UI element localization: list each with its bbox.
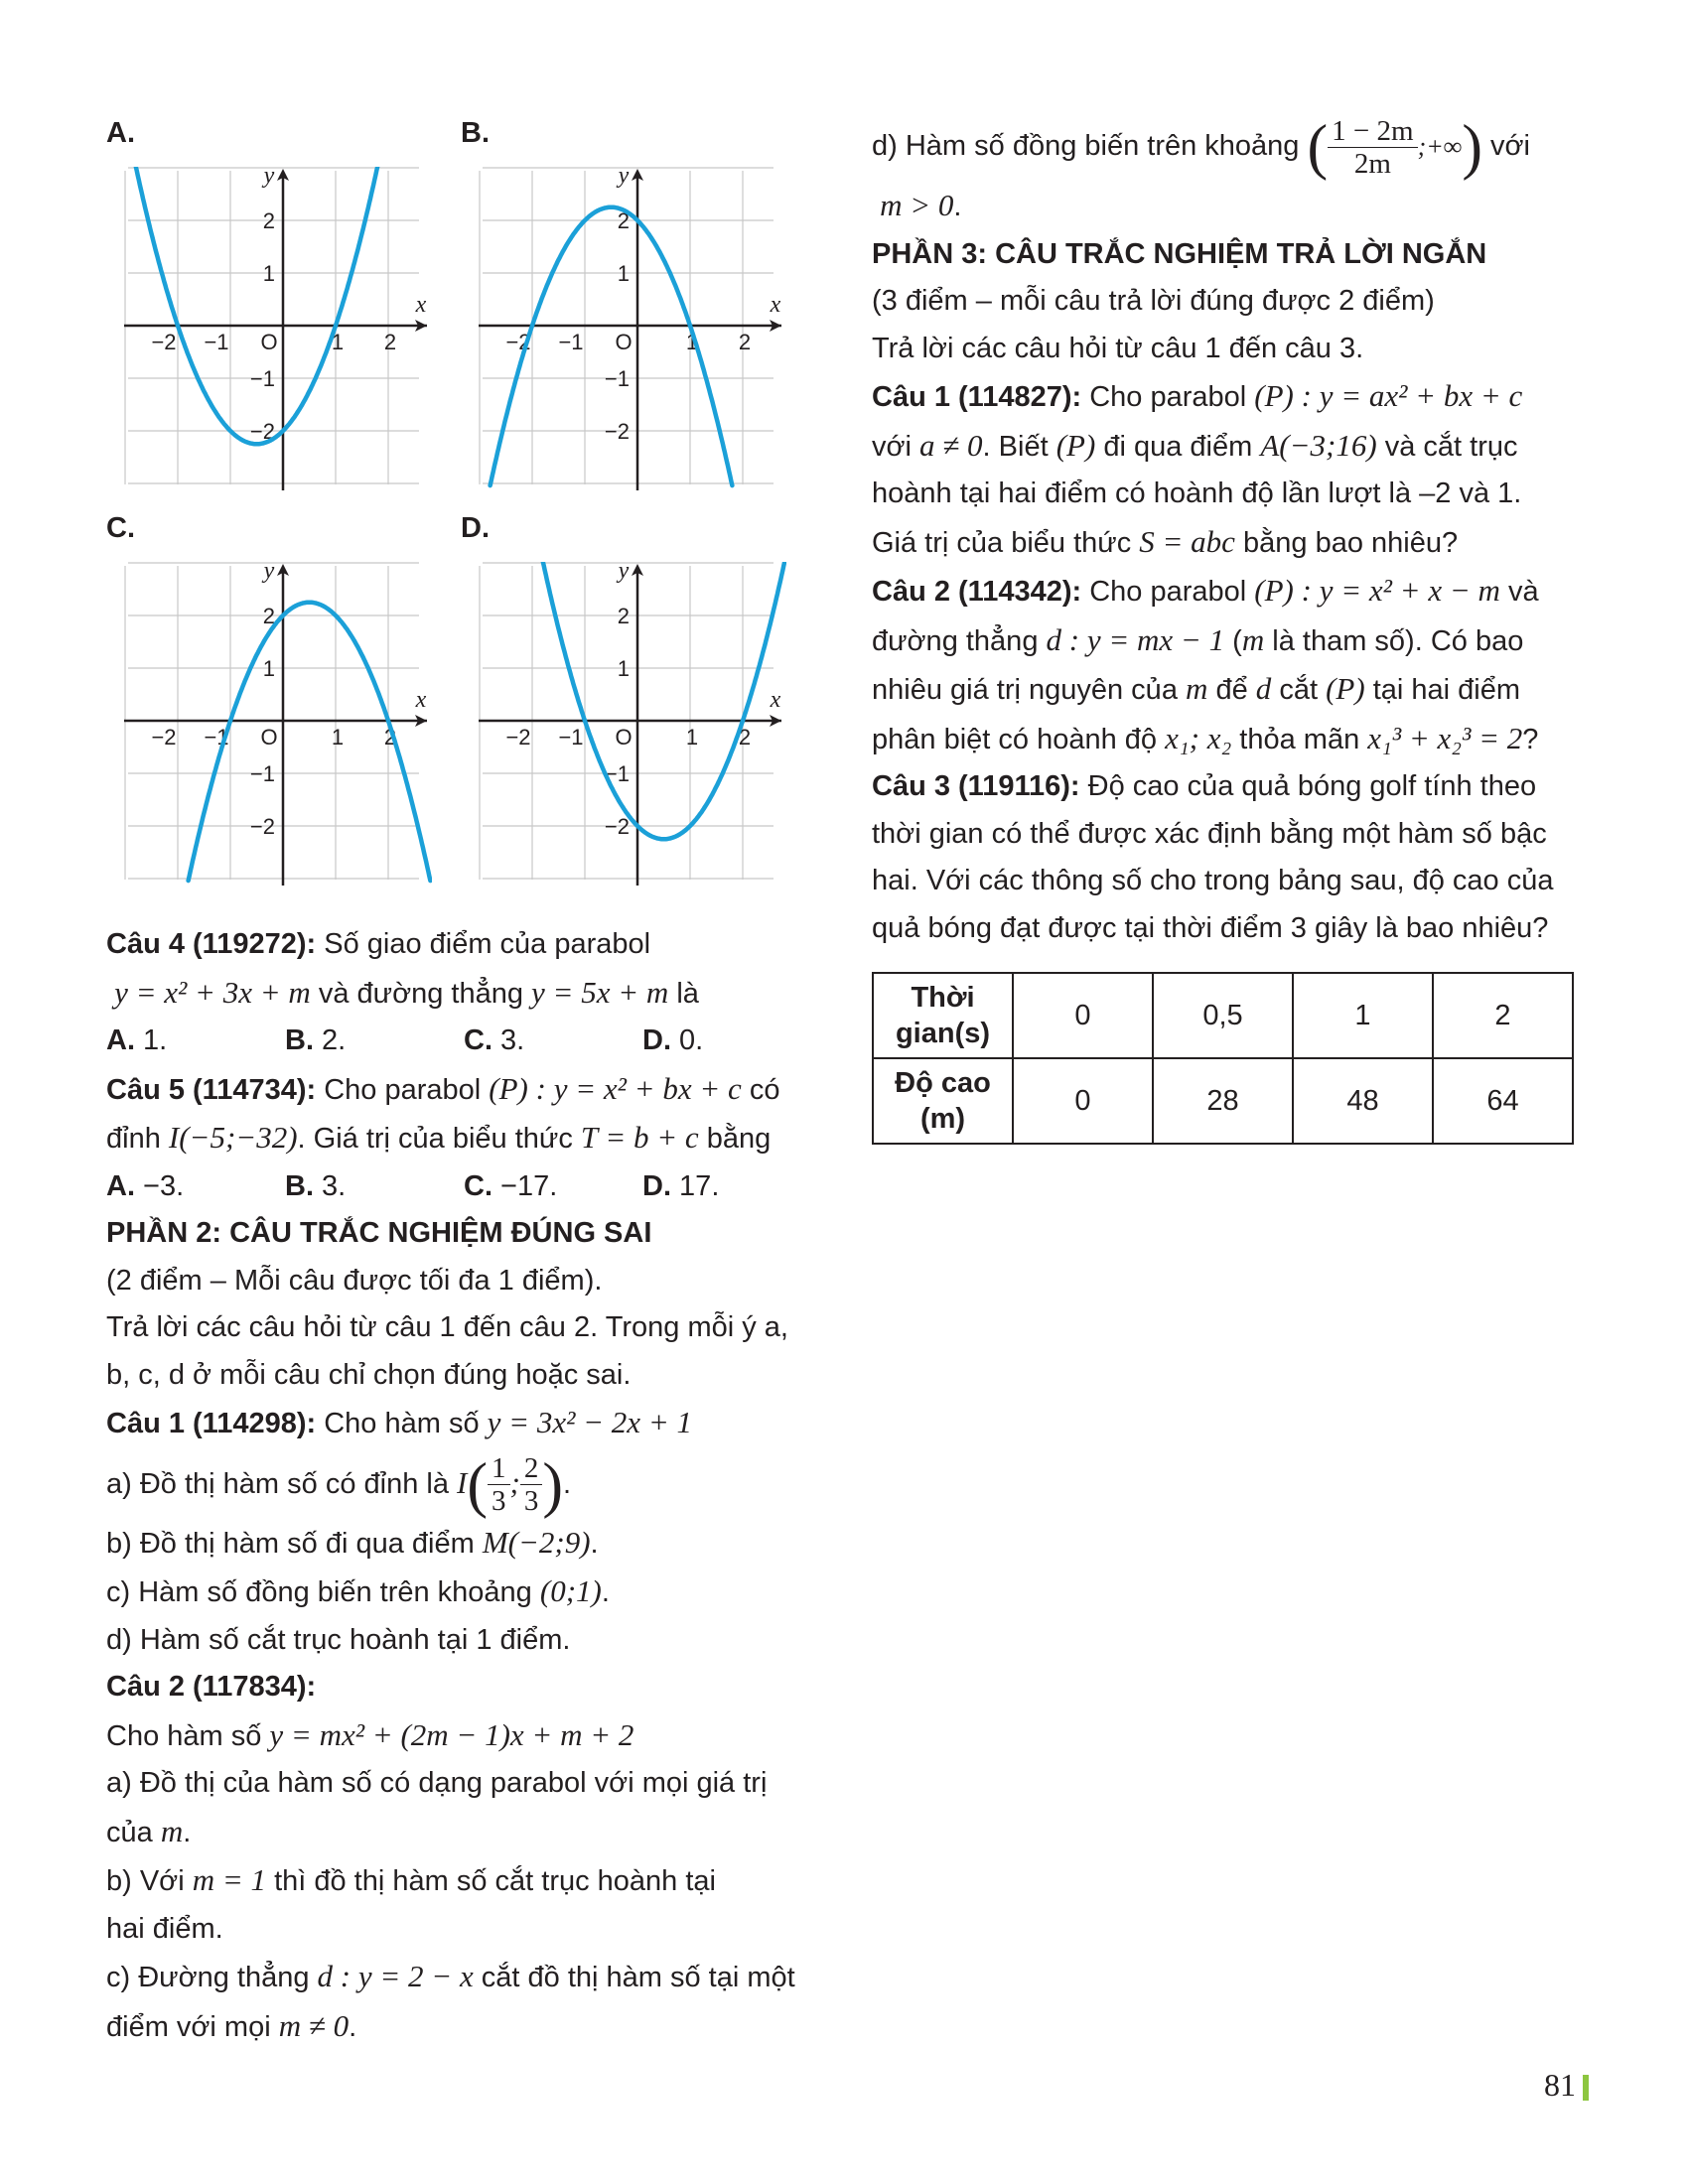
y-axis-label: y	[618, 562, 630, 584]
x-tick-label: −1	[558, 725, 584, 750]
equation: y = 5x + m	[531, 974, 669, 1010]
y-tick-label: −2	[249, 419, 275, 444]
option-d[interactable]: D. 0.	[642, 1024, 704, 1056]
graph-c	[106, 512, 427, 904]
parabola-curve	[543, 562, 785, 839]
equation: m ≠ 0	[278, 2007, 350, 2043]
y-tick-label: −1	[604, 761, 630, 786]
page-number-bar	[1583, 2075, 1589, 2101]
table-cell: 48	[1293, 1058, 1433, 1144]
x-tick-label: −2	[151, 725, 177, 750]
table-header-cell: Thời gian(s)	[873, 973, 1013, 1058]
y-tick-label: 2	[262, 208, 275, 233]
table-row	[873, 1058, 1573, 1144]
question-text: là	[668, 977, 699, 1010]
table-cell: 2	[1433, 973, 1573, 1058]
y-tick-label: −1	[604, 366, 630, 391]
graph-b	[461, 117, 781, 509]
part3-question-3: Câu 3 (119116): Độ cao của quả bóng golf tính theo thời gian có thể được xác định bằng một hàm số bậc hai. Với các thông số cho trong bảng sau, độ cao của quả bóng đạt được tại thời điểm 3 giây là bao nhiêu?	[872, 770, 1554, 944]
option-d[interactable]: D. 17.	[642, 1169, 720, 1202]
origin-label: O	[260, 725, 278, 750]
y-axis-label: y	[263, 562, 275, 584]
x-tick-label: 1	[331, 725, 345, 750]
graph-grid	[106, 117, 821, 911]
y-tick-label: 1	[617, 261, 630, 286]
fraction: $\frac{2}{3}$	[520, 1452, 543, 1517]
equation: (0;1)	[539, 1573, 602, 1608]
equation: m > 0	[880, 188, 954, 222]
equation: (P) : y = x² + bx + c	[489, 1070, 742, 1106]
x-axis-label: x	[770, 687, 781, 713]
x-tick-label: 1	[685, 725, 699, 750]
section-title: PHẦN 2: CÂU TRẮC NGHIỆM ĐÚNG SAI	[106, 1217, 652, 1249]
right-column	[872, 111, 1579, 1145]
section-subtitle: (3 điểm – mỗi câu trả lời đúng được 2 điểm)	[872, 285, 1435, 317]
table-cell: 0	[1013, 1058, 1153, 1144]
table-row	[873, 973, 1573, 1058]
data-table	[872, 972, 1574, 1145]
y-tick-label: 1	[262, 261, 275, 286]
fraction: $\frac{1 - 2m}{2m}$	[1328, 115, 1417, 180]
graph-letter: B.	[461, 117, 490, 149]
y-tick-label: −2	[604, 419, 630, 444]
equation: I(−5;−32)	[168, 1120, 298, 1155]
section-subtitle: (2 điểm – Mỗi câu được tối đa 1 điểm).	[106, 1264, 603, 1297]
graph-d	[461, 512, 781, 904]
y-tick-label: −2	[249, 814, 275, 839]
y-axis-label: y	[263, 167, 275, 189]
option-b[interactable]: B. 3.	[285, 1169, 347, 1202]
part-3: PHẦN 3: CÂU TRẮC NGHIỆM TRẢ LỜI NGẮN (3 điểm – mỗi câu trả lời đúng được 2 điểm) Trả lời các câu hỏi từ câu 1 đến câu 3.	[872, 231, 1579, 373]
y-axis-label: y	[618, 167, 630, 189]
question-label: Câu 1 (114298):	[106, 1408, 317, 1439]
parabola-curve	[136, 167, 378, 444]
origin-label: O	[260, 330, 278, 354]
origin-label: O	[615, 330, 633, 354]
x-tick-label: −2	[505, 725, 531, 750]
option-a[interactable]: A. −3.	[106, 1169, 185, 1202]
table-cell: 64	[1433, 1058, 1573, 1144]
page-number: 81	[1544, 2067, 1576, 2103]
y-tick-label: 1	[617, 656, 630, 681]
question-text: và đường thẳng	[310, 977, 532, 1010]
table-cell: 0,5	[1153, 973, 1293, 1058]
x-tick-label: −2	[151, 330, 177, 354]
graph-letter: A.	[106, 117, 135, 149]
table-cell: 0	[1013, 973, 1153, 1058]
y-tick-label: 2	[617, 208, 630, 233]
y-tick-label: −1	[249, 366, 275, 391]
option-c[interactable]: C. 3.	[464, 1024, 525, 1056]
option-b[interactable]: B. 2.	[285, 1024, 347, 1056]
graph-svg	[479, 562, 786, 889]
equation: d : y = 2 − x	[317, 1959, 474, 1993]
question-text: Số giao điểm của parabol	[316, 928, 651, 960]
equation: y = x² + 3x + m	[114, 974, 311, 1010]
x-axis-label: x	[415, 292, 427, 318]
left-column	[106, 117, 821, 2051]
table-cell: 1	[1293, 973, 1433, 1058]
part3-question-2: Câu 2 (114342): Cho parabol (P) : y = x² + x − m và đường thẳng d : y = mx − 1 (m là tham số). Có bao nhiêu giá trị nguyên của m để d cắt (P) tại hai điểm phân biệt có hoành độ x₁; x₂ thỏa mãn x₁³ + x₂³ = 2?	[872, 573, 1539, 755]
x-axis-label: x	[770, 292, 781, 318]
part2-question-2-item-d: d) Hàm số đồng biến trên khoảng ( $\frac{1 - 2m}{2m}$ ;+∞) với m > 0.	[872, 113, 1531, 222]
part-2: PHẦN 2: CÂU TRẮC NGHIỆM ĐÚNG SAI (2 điểm – Mỗi câu được tối đa 1 điểm). Trả lời các câu hỏi từ câu 1 đến câu 2. Trong mỗi ý a, b, c, d ở mỗi câu chỉ chọn đúng hoặc sai.	[106, 1210, 821, 1399]
x-axis-label: x	[415, 687, 427, 713]
graph-svg	[479, 167, 786, 494]
x-tick-label: 1	[685, 330, 699, 354]
equation: y = mx² + (2m − 1)x + m + 2	[269, 1716, 634, 1752]
question-label: Câu 3 (119116):	[872, 770, 1080, 802]
parabola-curve	[189, 603, 431, 881]
option-c[interactable]: C. −17.	[464, 1169, 558, 1202]
equation: m = 1	[192, 1862, 267, 1897]
question-label: Câu 5 (114734):	[106, 1073, 317, 1106]
fraction: $\frac{1}{3}$	[488, 1452, 510, 1517]
graph-svg	[124, 562, 432, 889]
x-tick-label: 2	[383, 725, 397, 750]
y-tick-label: 2	[262, 604, 275, 628]
question-label: Câu 1 (114827):	[872, 381, 1082, 413]
origin-label: O	[615, 725, 633, 750]
question-label: Câu 2 (117834):	[106, 1671, 317, 1703]
answer-options	[106, 1163, 821, 1211]
equation: y = 3x² − 2x + 1	[487, 1405, 692, 1439]
equation: M(−2;9)	[482, 1524, 591, 1560]
section-title: PHẦN 3: CÂU TRẮC NGHIỆM TRẢ LỜI NGẮN	[872, 237, 1487, 270]
y-tick-label: −1	[249, 761, 275, 786]
parabola-curve	[491, 207, 733, 485]
x-tick-label: −2	[505, 330, 531, 354]
part2-question-2: Câu 2 (117834): Cho hàm số y = mx² + (2m − 1)x + m + 2 a) Đồ thị của hàm số có dạng parabol với mọi giá trị của m. b) Với m = 1 thì đồ thị hàm số cắt trục hoành tại hai điểm. c) Đường thẳng d : y = 2 − x cắt đồ thị hàm số tại một điểm với mọi m ≠ 0.	[106, 1664, 821, 2051]
option-a[interactable]: A. 1.	[106, 1024, 168, 1056]
equation: (P) : y = x² + x − m	[1254, 573, 1500, 608]
question-label: Câu 2 (114342):	[872, 576, 1082, 608]
x-tick-label: 2	[738, 725, 752, 750]
question-5: Câu 5 (114734): Cho parabol (P) : y = x² + bx + c có đỉnh I(−5;−32). Giá trị của biểu thức T = b + c bằng A. −3. B. 3. C. −17. D. 17.	[106, 1065, 821, 1211]
table-header-cell: Độ cao (m)	[873, 1058, 1013, 1144]
table-cell: 28	[1153, 1058, 1293, 1144]
x-tick-label: −1	[204, 330, 229, 354]
question-label: Câu 4 (119272):	[106, 928, 317, 960]
graph-letter: D.	[461, 512, 490, 544]
x-tick-label: −1	[558, 330, 584, 354]
part3-question-1: Câu 1 (114827): Cho parabol (P) : y = ax² + bx + c với a ≠ 0. Biết (P) đi qua điểm A(−3;16) và cắt trục hoành tại hai điểm có hoành độ lần lượt là –2 và 1. Giá trị của biểu thức S = abc bằng bao nhiêu?	[872, 378, 1523, 559]
x-tick-label: 2	[383, 330, 397, 354]
y-tick-label: 2	[617, 604, 630, 628]
y-tick-label: −2	[604, 814, 630, 839]
equation: (P) : y = ax² + bx + c	[1254, 378, 1523, 413]
graph-svg	[124, 167, 432, 494]
x-tick-label: 2	[738, 330, 752, 354]
x-tick-label: 1	[331, 330, 345, 354]
equation: T = b + c	[580, 1120, 699, 1155]
question-4	[106, 921, 821, 1065]
graph-letter: C.	[106, 512, 135, 544]
graph-a	[106, 117, 427, 509]
x-tick-label: −1	[204, 725, 229, 750]
part2-question-1: Câu 1 (114298): Cho hàm số y = 3x² − 2x + 1 a) Đồ thị hàm số có đỉnh là I( $\frac{1}{3}$ ; $\frac{2}{3}$ ). b) Đồ thị hàm số đi qua điểm M(−2;9). c) Hàm số đồng biến trên khoảng (0;1). d) Hàm số cắt trục hoành tại 1 điểm.	[106, 1405, 692, 1656]
y-tick-label: 1	[262, 656, 275, 681]
answer-options	[106, 1018, 821, 1065]
